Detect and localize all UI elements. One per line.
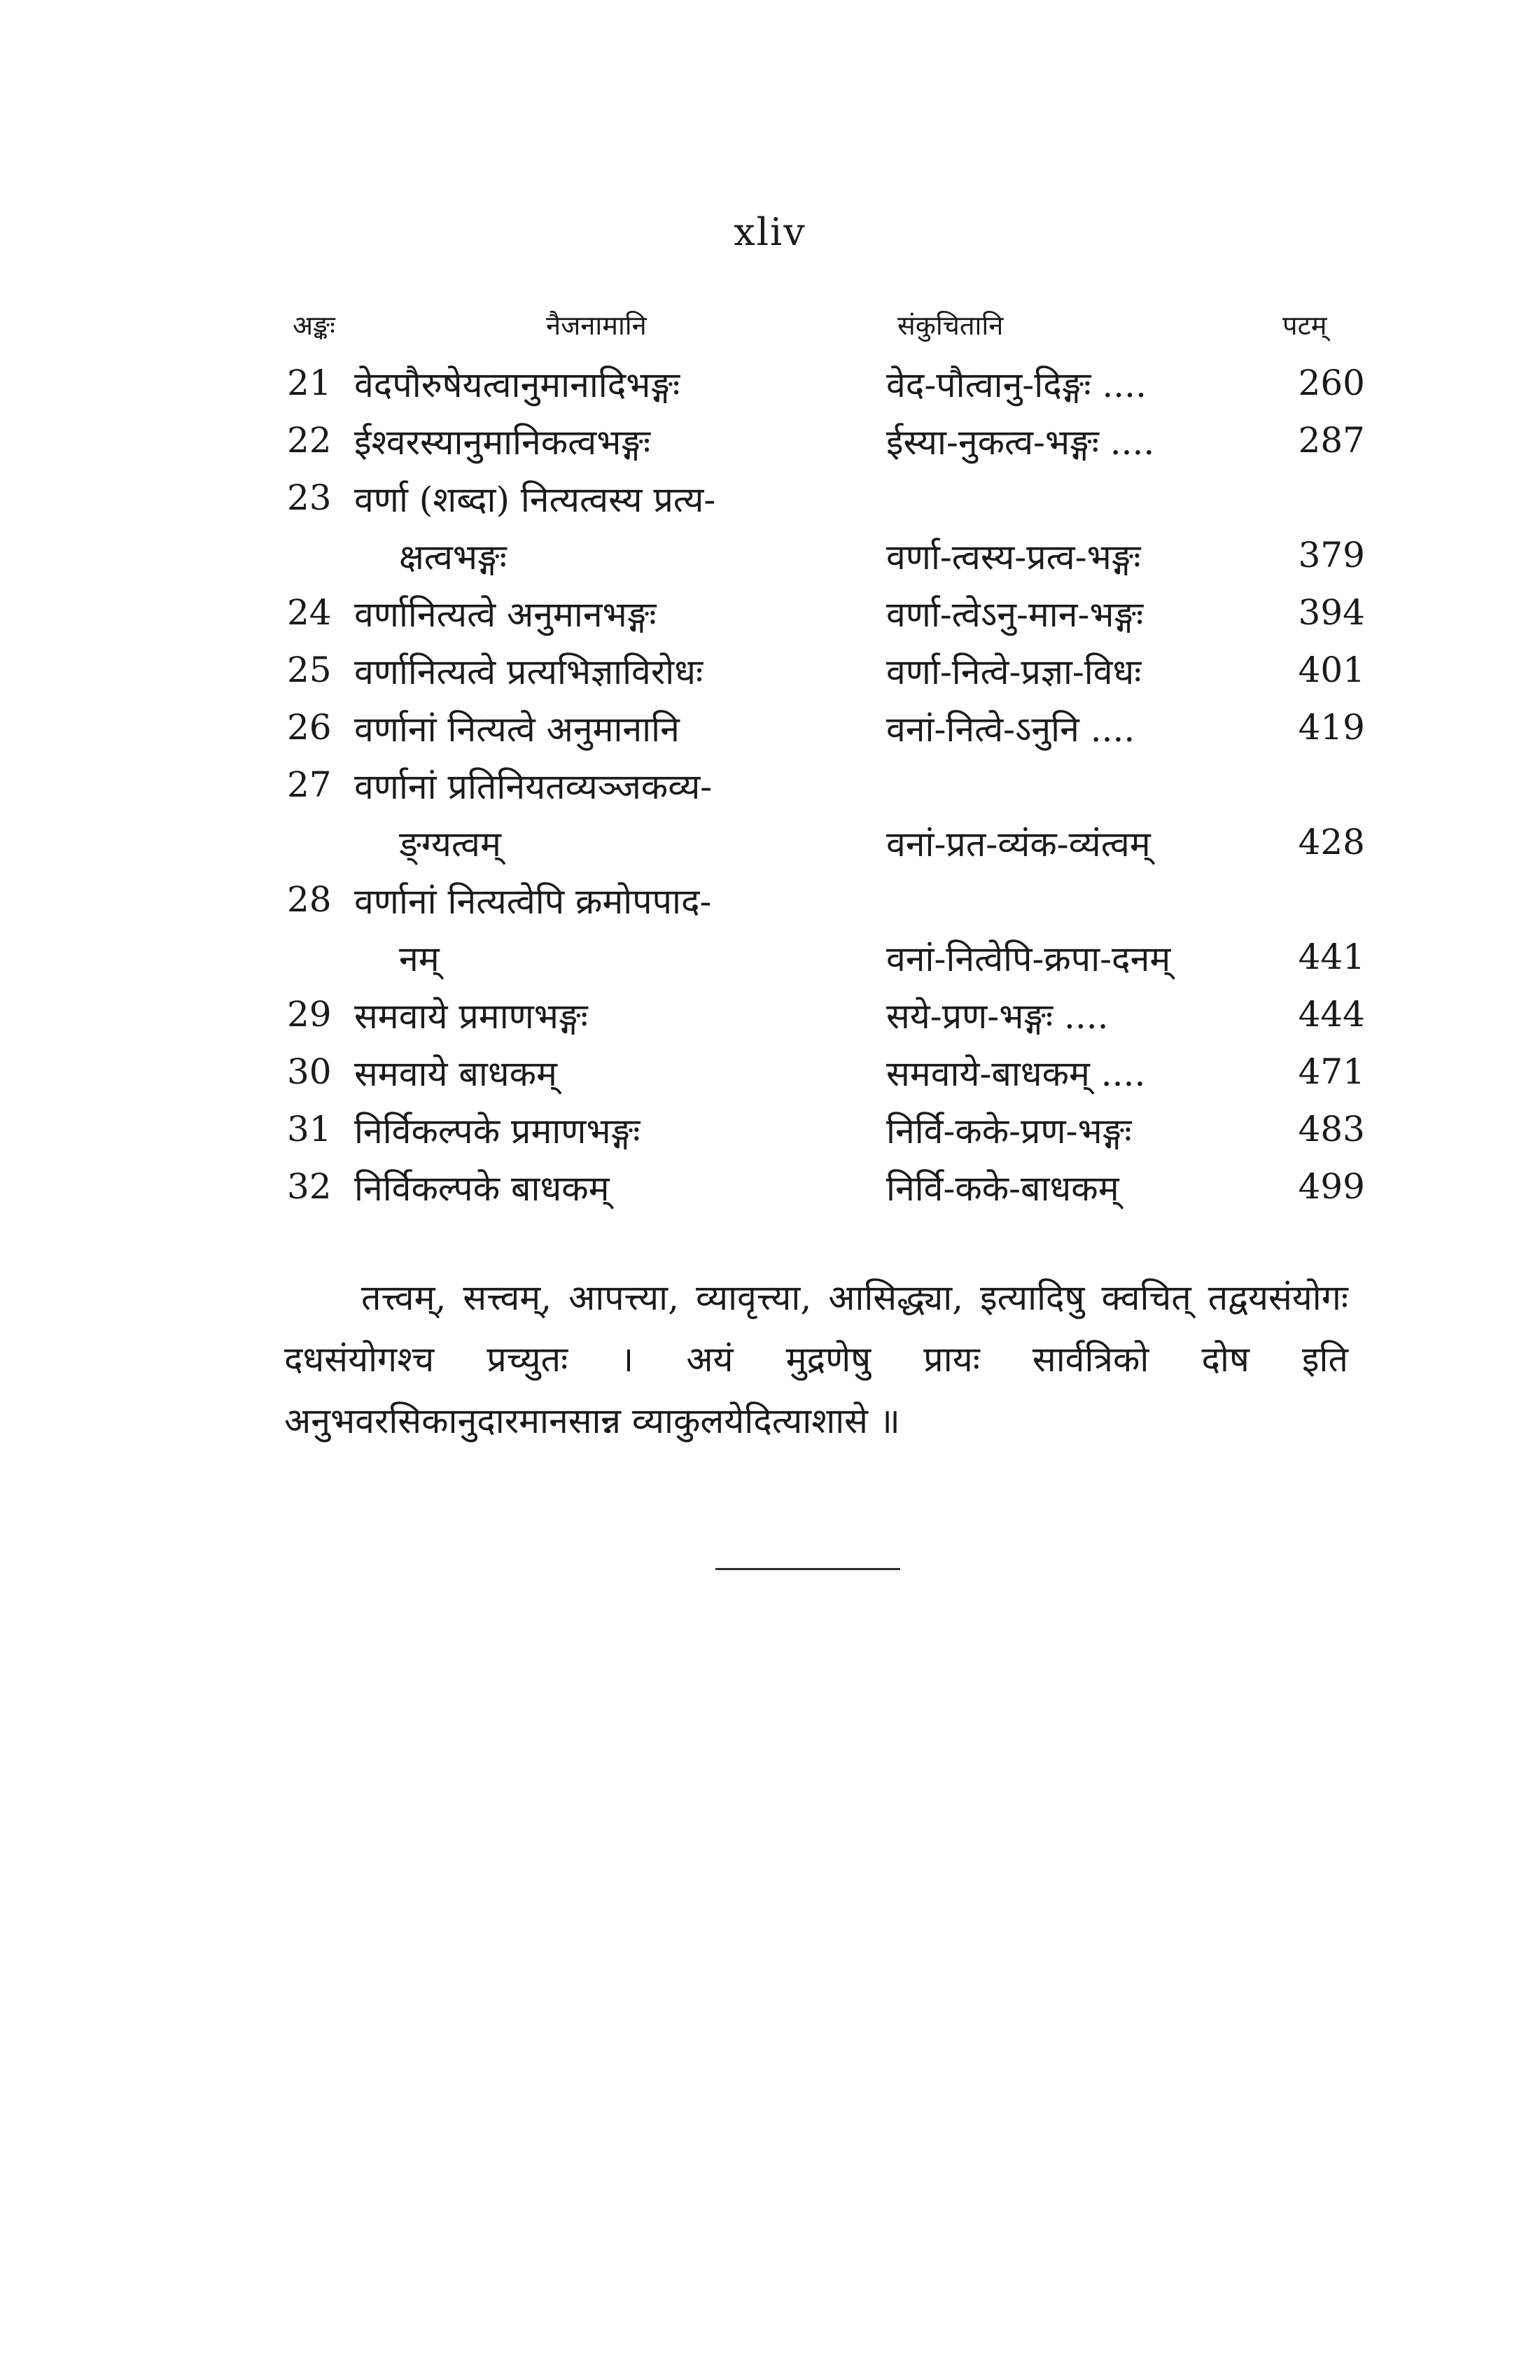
entry-abbreviation: वर्णा-नित्वे-प्रज्ञा-विधः (886, 652, 1142, 692)
entry-abbreviation: वनां-नित्वेपि-क्रपा-दनम् (886, 939, 1171, 979)
entry-name-continuation: ङ्ग्यत्वम् (399, 824, 501, 864)
contents-entry (287, 1100, 1365, 1158)
entry-number: 29 (287, 994, 332, 1035)
entry-number: 24 (287, 592, 332, 633)
entry-page-number: 499 (1298, 1166, 1365, 1207)
contents-entry (287, 469, 1365, 526)
contents-entry-continuation (287, 813, 1365, 871)
entry-number: 23 (287, 477, 332, 518)
entry-number: 25 (287, 650, 332, 690)
contents-entry (287, 986, 1365, 1043)
contents-entry (287, 1043, 1365, 1100)
column-header-page: पटम् (1282, 310, 1327, 341)
entry-name: वर्णा (शब्दा) नित्यत्वस्य प्रत्य- (354, 479, 716, 520)
entry-abbreviation: निर्वि-कके-प्रण-भङ्गः (886, 1111, 1132, 1152)
column-header-number: अङ्कः (293, 310, 335, 341)
contents-list (287, 354, 1365, 1215)
entry-page-number: 483 (1298, 1109, 1365, 1149)
column-header-abbreviation: संकुचितानि (897, 310, 1004, 341)
entry-name: समवाये बाधकम् (354, 1054, 557, 1094)
entry-page-number: 419 (1298, 707, 1365, 748)
entry-name: वर्णानां प्रतिनियतव्यञ्जकव्य- (354, 766, 713, 807)
page-number: xliv (734, 210, 806, 254)
entry-abbreviation: समवाये-बाधकम् .... (886, 1054, 1146, 1094)
entry-name: वेदपौरुषेयत्वानुमानादिभङ्गः (354, 365, 680, 405)
entry-page-number: 444 (1298, 994, 1365, 1035)
entry-page-number: 379 (1298, 535, 1365, 575)
entry-name: समवाये प्रमाणभङ्गः (354, 996, 588, 1037)
entry-abbreviation: वनां-नित्वे-ऽनुनि .... (886, 709, 1135, 750)
entry-page-number: 287 (1298, 420, 1365, 461)
entry-name-continuation: नम् (399, 939, 440, 979)
contents-entry (287, 641, 1365, 699)
contents-entry (287, 1158, 1365, 1215)
entry-abbreviation: निर्वि-कके-बाधकम् (886, 1168, 1119, 1209)
entry-name-continuation: क्षत्वभङ्गः (399, 537, 507, 578)
entry-number: 30 (287, 1051, 332, 1092)
contents-entry (287, 871, 1365, 928)
entry-abbreviation: वर्णा-त्वस्य-प्रत्व-भङ्गः (886, 537, 1141, 578)
entry-page-number: 260 (1298, 363, 1365, 403)
entry-page-number: 401 (1298, 650, 1365, 690)
column-header-name: नैजनामानि (546, 310, 647, 341)
entry-number: 21 (287, 363, 332, 403)
entry-abbreviation: वेद-पौत्वानु-दिङ्गः .... (886, 365, 1147, 405)
contents-entry (287, 699, 1365, 756)
contents-entry (287, 412, 1365, 469)
contents-entry (287, 354, 1365, 412)
entry-name: निर्विकल्पके प्रमाणभङ्गः (354, 1111, 640, 1152)
entry-number: 32 (287, 1166, 332, 1207)
contents-entry (287, 756, 1365, 813)
entry-abbreviation: वर्णा-त्वेऽनु-मान-भङ्गः (886, 594, 1144, 635)
entry-number: 31 (287, 1109, 332, 1149)
entry-page-number: 441 (1298, 937, 1365, 977)
entry-abbreviation: सये-प्रण-भङ्गः .... (886, 996, 1109, 1037)
entry-number: 27 (287, 764, 332, 805)
entry-name: वर्णानां नित्यत्वे अनुमानानि (354, 709, 680, 750)
entry-name: वर्णानित्यत्वे अनुमानभङ्गः (354, 594, 657, 635)
printing-note: तत्त्वम्, सत्त्वम्, आपत्त्या, व्यावृत्त्या, आसिद्ध्या, इत्यादिषु क्वचित् तद्वयसंयोगः दधसंयोगश्च प्रच्युतः । अयं मुद्रणेषु प्रायः सार्वत्रिको दोष इति अनुभवरसिकानुदारमानसान्न व्याकुलयेदित्याशासे ॥ (284, 1278, 1348, 1441)
closing-rule (715, 1568, 900, 1570)
entry-name: वर्णानित्यत्वे प्रत्यभिज्ञाविरोधः (354, 652, 704, 692)
entry-abbreviation: ईस्या-नुकत्व-भङ्गः .... (886, 422, 1155, 463)
entry-number: 28 (287, 879, 332, 920)
entry-name: वर्णानां नित्यत्वेपि क्रमोपपाद- (354, 881, 712, 922)
entry-page-number: 471 (1298, 1051, 1365, 1092)
entry-abbreviation: वनां-प्रत-व्यंक-व्यंत्वम् (886, 824, 1151, 864)
contents-entry-continuation (287, 526, 1365, 584)
entry-number: 26 (287, 707, 332, 748)
contents-entry-continuation (287, 928, 1365, 986)
entry-name: निर्विकल्पके बाधकम् (354, 1168, 610, 1209)
entry-number: 22 (287, 420, 332, 461)
entry-name: ईश्वरस्यानुमानिकत्वभङ्गः (354, 422, 651, 463)
contents-entry (287, 584, 1365, 641)
entry-page-number: 394 (1298, 592, 1365, 633)
entry-page-number: 428 (1298, 822, 1365, 862)
